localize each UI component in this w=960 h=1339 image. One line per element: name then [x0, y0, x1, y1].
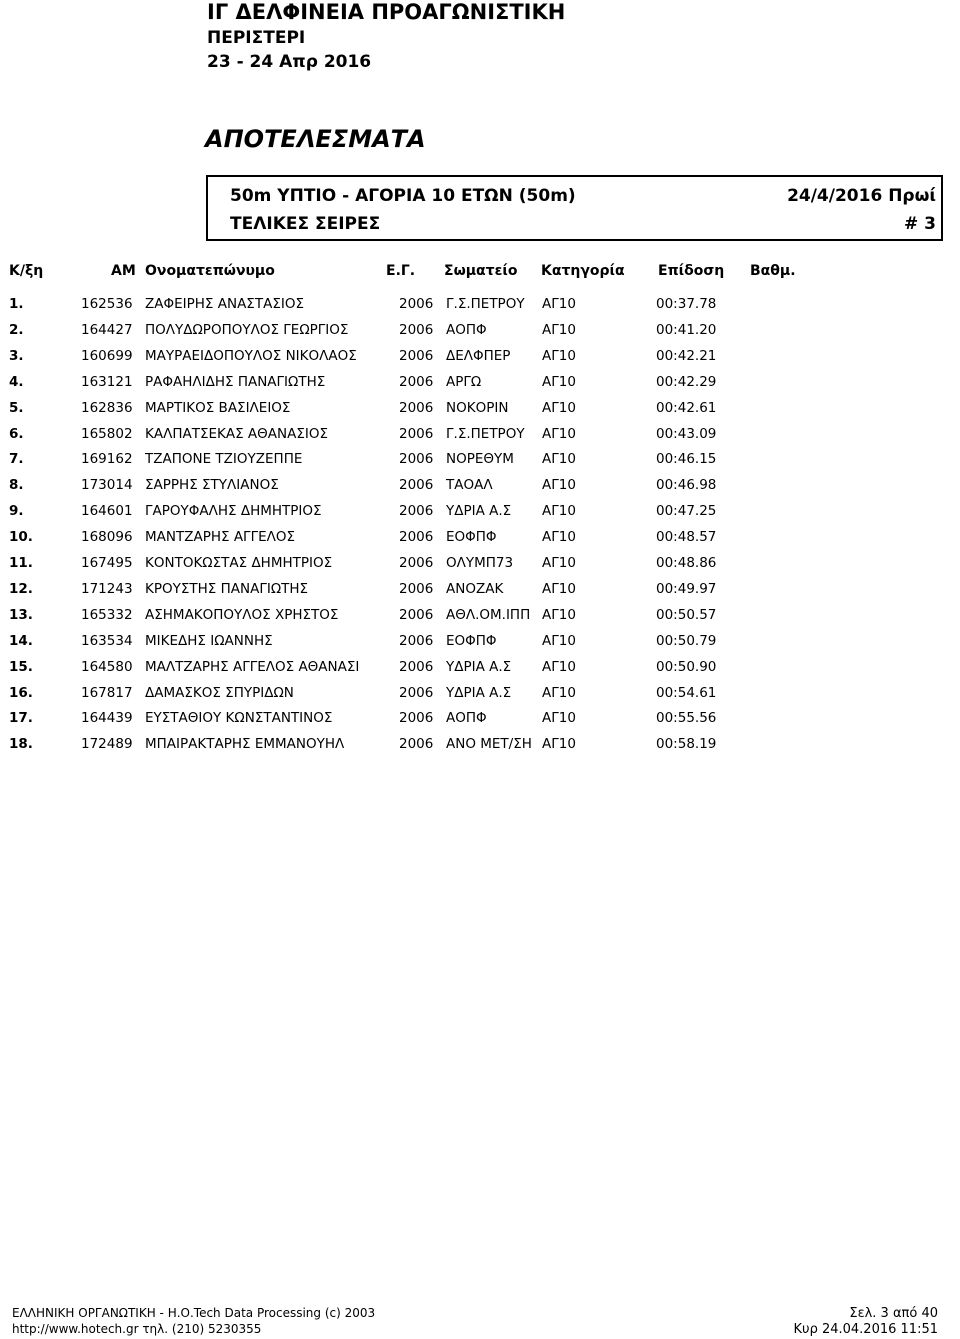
athlete-name: ΣΑΡΡΗΣ ΣΤΥΛΙΑΝΟΣ — [145, 477, 279, 494]
athlete-name: ΜΑΡΤΙΚΟΣ ΒΑΣΙΛΕΙΟΣ — [145, 399, 291, 416]
table-row — [0, 400, 960, 426]
club-name: ΕΟΦΠΦ — [446, 632, 497, 649]
birth-year: 2006 — [399, 321, 434, 338]
athlete-id: 165332 — [81, 606, 133, 623]
result-time: 00:42.21 — [656, 347, 717, 364]
table-row — [0, 581, 960, 607]
result-time: 00:50.90 — [656, 658, 717, 675]
athlete-id: 172489 — [81, 736, 133, 753]
club-name: Γ.Σ.ΠΕΤΡΟΥ — [446, 425, 525, 442]
result-time: 00:42.61 — [656, 399, 717, 416]
athlete-name: ΑΣΗΜΑΚΟΠΟΥΛΟΣ ΧΡΗΣΤΟΣ — [145, 606, 339, 623]
category: ΑΓ10 — [542, 736, 576, 753]
category: ΑΓ10 — [542, 606, 576, 623]
event-round: ΤΕΛΙΚΕΣ ΣΕΙΡΕΣ — [230, 214, 381, 234]
col-category-header: Κατηγορία — [541, 263, 625, 279]
athlete-id: 162536 — [81, 296, 133, 312]
club-name: ΝΟΡΕΘΥΜ — [446, 451, 514, 468]
category: ΑΓ10 — [542, 503, 576, 520]
club-name: ΔΕΛΦΠΕΡ — [446, 347, 511, 364]
category: ΑΓ10 — [542, 580, 576, 597]
col-points-header: Βαθμ. — [750, 263, 796, 279]
col-rank-header: Κ/ξη — [9, 263, 44, 279]
table-row — [0, 374, 960, 400]
result-rank: 1. — [9, 296, 24, 312]
athlete-name: ΚΡΟΥΣΤΗΣ ΠΑΝΑΓΙΩΤΗΣ — [145, 580, 309, 597]
result-time: 00:49.97 — [656, 580, 717, 597]
result-rank: 10. — [9, 529, 33, 546]
result-rank: 16. — [9, 684, 33, 701]
athlete-name: ΖΑΦΕΙΡΗΣ ΑΝΑΣΤΑΣΙΟΣ — [145, 296, 304, 312]
table-row — [0, 659, 960, 685]
birth-year: 2006 — [399, 555, 434, 571]
athlete-id: 164427 — [81, 321, 133, 338]
category: ΑΓ10 — [542, 684, 576, 701]
result-rank: 17. — [9, 710, 33, 727]
athlete-id: 165802 — [81, 425, 133, 442]
table-row — [0, 503, 960, 529]
result-time: 00:46.98 — [656, 477, 717, 494]
category: ΑΓ10 — [542, 347, 576, 364]
birth-year: 2006 — [399, 658, 434, 675]
birth-year: 2006 — [399, 347, 434, 364]
athlete-name: ΚΟΝΤΟΚΩΣΤΑΣ ΔΗΜΗΤΡΙΟΣ — [145, 555, 333, 571]
athlete-id: 164439 — [81, 710, 133, 727]
table-row — [0, 607, 960, 633]
birth-year: 2006 — [399, 529, 434, 546]
birth-year: 2006 — [399, 736, 434, 753]
birth-year: 2006 — [399, 632, 434, 649]
club-name: ΑΟΠΦ — [446, 710, 487, 727]
category: ΑΓ10 — [542, 296, 576, 312]
club-name: ΕΟΦΠΦ — [446, 529, 497, 546]
meet-dates: 23 - 24 Απρ 2016 — [207, 52, 372, 72]
category: ΑΓ10 — [542, 477, 576, 494]
club-name: Γ.Σ.ΠΕΤΡΟΥ — [446, 296, 525, 312]
athlete-name: ΜΠΑΙΡΑΚΤΑΡΗΣ ΕΜΜΑΝΟΥΗΛ — [145, 736, 345, 753]
athlete-id: 164601 — [81, 503, 133, 520]
results-title: ΑΠΟΤΕΛΕΣΜΑΤΑ — [205, 125, 426, 153]
birth-year: 2006 — [399, 425, 434, 442]
category: ΑΓ10 — [542, 373, 576, 390]
athlete-id: 163534 — [81, 632, 133, 649]
athlete-id: 164580 — [81, 658, 133, 675]
result-rank: 5. — [9, 399, 24, 416]
result-rank: 3. — [9, 347, 24, 364]
birth-year: 2006 — [399, 477, 434, 494]
table-row — [0, 710, 960, 736]
club-name: ΑΝΟΖΑΚ — [446, 580, 504, 597]
category: ΑΓ10 — [542, 451, 576, 468]
col-id-header: ΑΜ — [111, 263, 136, 279]
meet-title: ΙΓ ΔΕΛΦΙΝΕΙΑ ΠΡΟΑΓΩΝΙΣΤΙΚΗ — [207, 0, 566, 24]
result-time: 00:50.79 — [656, 632, 717, 649]
result-time: 00:43.09 — [656, 425, 717, 442]
result-rank: 4. — [9, 373, 24, 390]
athlete-name: ΚΑΛΠΑΤΣΕΚΑΣ ΑΘΑΝΑΣΙΟΣ — [145, 425, 329, 442]
athlete-name: ΕΥΣΤΑΘΙΟΥ ΚΩΝΣΤΑΝΤΙΝΟΣ — [145, 710, 333, 727]
club-name: ΑΟΠΦ — [446, 321, 487, 338]
result-time: 00:48.86 — [656, 555, 717, 571]
birth-year: 2006 — [399, 503, 434, 520]
club-name: ΝΟΚΟΡΙΝ — [446, 399, 509, 416]
club-name: ΑΡΓΩ — [446, 373, 482, 390]
club-name: ΑΝΟ ΜΕΤ/ΣΗ — [446, 736, 532, 753]
category: ΑΓ10 — [542, 529, 576, 546]
result-time: 00:47.25 — [656, 503, 717, 520]
footer-stamp: Κυρ 24.04.2016 11:51 — [793, 1322, 938, 1337]
result-rank: 13. — [9, 606, 33, 623]
result-rank: 8. — [9, 477, 24, 494]
col-club-header: Σωματείο — [444, 263, 518, 279]
athlete-name: ΜΑΛΤΖΑΡΗΣ ΑΓΓΕΛΟΣ ΑΘΑΝΑΣΙ — [145, 658, 360, 675]
col-name-header: Ονοματεπώνυμο — [145, 263, 275, 279]
result-rank: 9. — [9, 503, 24, 520]
club-name: ΥΔΡΙΑ Α.Σ — [446, 658, 512, 675]
result-rank: 18. — [9, 736, 33, 753]
athlete-name: ΜΙΚΕΔΗΣ ΙΩΑΝΝΗΣ — [145, 632, 273, 649]
table-row — [0, 322, 960, 348]
table-row — [0, 555, 960, 581]
result-time: 00:54.61 — [656, 684, 717, 701]
event-date: 24/4/2016 Πρωί — [787, 186, 936, 206]
footer-page: Σελ. 3 από 40 — [849, 1306, 938, 1321]
athlete-name: ΠΟΛΥΔΩΡΟΠΟΥΛΟΣ ΓΕΩΡΓΙΟΣ — [145, 321, 349, 338]
athlete-name: ΡΑΦΑΗΛΙΔΗΣ ΠΑΝΑΓΙΩΤΗΣ — [145, 373, 326, 390]
table-row — [0, 426, 960, 452]
club-name: ΑΘΛ.ΟΜ.ΙΠΠ — [446, 606, 531, 623]
birth-year: 2006 — [399, 296, 434, 312]
athlete-id: 169162 — [81, 451, 133, 468]
birth-year: 2006 — [399, 606, 434, 623]
result-rank: 11. — [9, 555, 33, 571]
athlete-id: 162836 — [81, 399, 133, 416]
table-row — [0, 296, 960, 322]
category: ΑΓ10 — [542, 658, 576, 675]
athlete-id: 167495 — [81, 555, 133, 571]
event-box — [206, 175, 943, 241]
athlete-id: 163121 — [81, 373, 133, 390]
athlete-id: 167817 — [81, 684, 133, 701]
result-rank: 14. — [9, 632, 33, 649]
result-time: 00:48.57 — [656, 529, 717, 546]
result-time: 00:42.29 — [656, 373, 717, 390]
club-name: ΟΛΥΜΠ73 — [446, 555, 514, 571]
athlete-id: 160699 — [81, 347, 133, 364]
birth-year: 2006 — [399, 710, 434, 727]
result-rank: 2. — [9, 321, 24, 338]
result-rank: 7. — [9, 451, 24, 468]
footer-org: ΕΛΛΗΝΙΚΗ ΟΡΓΑΝΩΤΙΚΗ - Η.Ο.Tech Data Processing (c) 2003 — [12, 1306, 376, 1320]
athlete-name: ΤΖΑΠΟΝΕ ΤΖΙΟΥΖΕΠΠΕ — [145, 451, 303, 468]
athlete-id: 171243 — [81, 580, 133, 597]
table-row — [0, 736, 960, 762]
event-heat: # 3 — [904, 214, 936, 234]
birth-year: 2006 — [399, 684, 434, 701]
category: ΑΓ10 — [542, 710, 576, 727]
athlete-name: ΜΑΥΡΑΕΙΔΟΠΟΥΛΟΣ ΝΙΚΟΛΑΟΣ — [145, 347, 357, 364]
athlete-name: ΓΑΡΟΥΦΑΛΗΣ ΔΗΜΗΤΡΙΟΣ — [145, 503, 322, 520]
table-row — [0, 685, 960, 711]
athlete-id: 173014 — [81, 477, 133, 494]
category: ΑΓ10 — [542, 321, 576, 338]
result-time: 00:37.78 — [656, 296, 717, 312]
category: ΑΓ10 — [542, 632, 576, 649]
result-time: 00:46.15 — [656, 451, 717, 468]
table-row — [0, 529, 960, 555]
result-rank: 6. — [9, 425, 24, 442]
table-row — [0, 451, 960, 477]
birth-year: 2006 — [399, 373, 434, 390]
category: ΑΓ10 — [542, 425, 576, 442]
birth-year: 2006 — [399, 580, 434, 597]
event-name: 50m ΥΠΤΙΟ - ΑΓΟΡΙΑ 10 ΕΤΩΝ (50m) — [230, 186, 576, 206]
category: ΑΓ10 — [542, 555, 576, 571]
meet-city: ΠΕΡΙΣΤΕΡΙ — [207, 28, 306, 48]
athlete-id: 168096 — [81, 529, 133, 546]
result-time: 00:41.20 — [656, 321, 717, 338]
result-time: 00:58.19 — [656, 736, 717, 753]
result-rank: 12. — [9, 580, 33, 597]
result-time: 00:50.57 — [656, 606, 717, 623]
athlete-name: ΜΑΝΤΖΑΡΗΣ ΑΓΓΕΛΟΣ — [145, 529, 296, 546]
result-time: 00:55.56 — [656, 710, 717, 727]
col-time-header: Επίδοση — [658, 263, 725, 279]
result-rank: 15. — [9, 658, 33, 675]
athlete-name: ΔΑΜΑΣΚΟΣ ΣΠΥΡΙΔΩΝ — [145, 684, 294, 701]
table-row — [0, 633, 960, 659]
category: ΑΓ10 — [542, 399, 576, 416]
club-name: ΤΑΟΑΛ — [446, 477, 493, 494]
table-row — [0, 348, 960, 374]
birth-year: 2006 — [399, 399, 434, 416]
club-name: ΥΔΡΙΑ Α.Σ — [446, 503, 512, 520]
footer-web: http://www.hotech.gr τηλ. (210) 5230355 — [12, 1322, 262, 1336]
birth-year: 2006 — [399, 451, 434, 468]
table-row — [0, 477, 960, 503]
club-name: ΥΔΡΙΑ Α.Σ — [446, 684, 512, 701]
col-year-header: Ε.Γ. — [386, 263, 416, 279]
